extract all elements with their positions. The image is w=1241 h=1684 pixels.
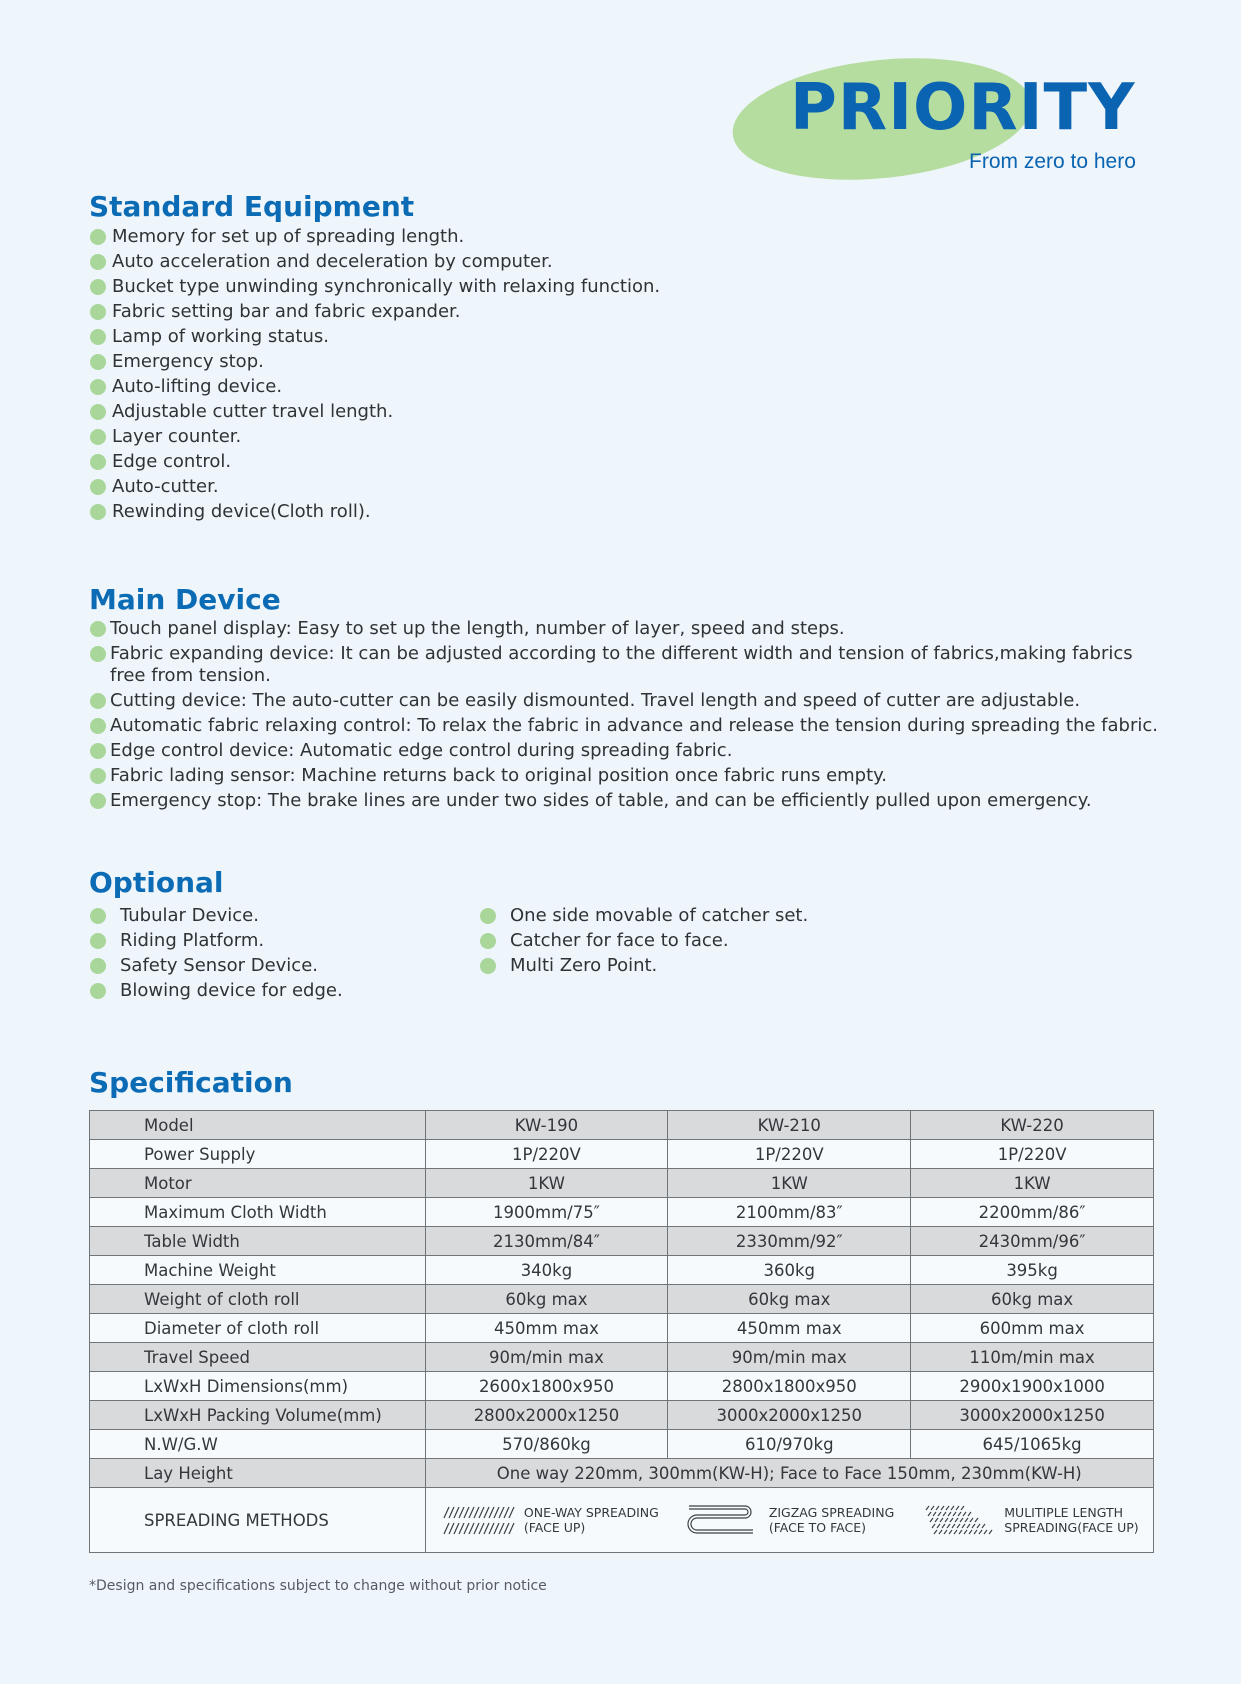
value-cell: 450mm max [668, 1314, 911, 1343]
list-item-text: Auto acceleration and deceleration by computer. [112, 251, 553, 272]
bullet-dot-icon [90, 454, 106, 470]
list-item [89, 499, 660, 524]
row-label-cell: LxWxH Packing Volume(mm) [90, 1401, 426, 1430]
bullet-dot-icon [90, 229, 106, 245]
value-cell: 1900mm/75″ [425, 1198, 668, 1227]
spreading-method [685, 1500, 894, 1540]
bullet-dot-icon [90, 768, 106, 784]
lay-height-value: One way 220mm, 300mm(KW-H); Face to Face 150mm, 230mm(KW-H) [425, 1459, 1153, 1488]
list-item [89, 715, 1169, 737]
list-item-text: One side movable of catcher set. [510, 905, 809, 926]
value-cell: 90m/min max [668, 1343, 911, 1372]
bullet-dot-icon [90, 793, 106, 809]
list-item [89, 249, 660, 274]
value-cell: 2800x1800x950 [668, 1372, 911, 1401]
bullet-dot-icon [90, 718, 106, 734]
list-item-text: Auto-cutter. [112, 476, 219, 497]
list-item-text: Automatic fabric relaxing control: To relax the fabric in advance and release the tension during spreading the fabric. [110, 714, 1158, 736]
standard-equipment-title: Standard Equipment [89, 190, 415, 223]
row-label-cell: SPREADING METHODS [90, 1488, 426, 1553]
value-cell: 90m/min max [425, 1343, 668, 1372]
list-item-text: Safety Sensor Device. [120, 955, 318, 976]
table-row [90, 1140, 1154, 1169]
optional-list-left [89, 903, 343, 1003]
list-item-text: Fabric lading sensor: Machine returns back to original position once fabric runs empty. [110, 764, 887, 786]
row-label-cell: Weight of cloth roll [90, 1285, 426, 1314]
list-item-text: Multi Zero Point. [510, 955, 658, 976]
list-item-text: Memory for set up of spreading length. [112, 226, 465, 247]
value-cell: 1KW [425, 1169, 668, 1198]
bullet-dot-icon [90, 908, 106, 924]
list-item [89, 449, 660, 474]
value-cell: 450mm max [425, 1314, 668, 1343]
value-cell: 340kg [425, 1256, 668, 1285]
value-cell: 1P/220V [911, 1140, 1154, 1169]
list-item [89, 643, 1169, 686]
row-label-cell: Motor [90, 1169, 426, 1198]
row-label-cell: Travel Speed [90, 1343, 426, 1372]
list-item [89, 928, 343, 953]
list-item [89, 474, 660, 499]
bullet-dot-icon [90, 329, 106, 345]
list-item-text: Catcher for face to face. [510, 930, 729, 951]
value-cell: 1P/220V [668, 1140, 911, 1169]
value-cell: 60kg max [911, 1285, 1154, 1314]
value-cell: 395kg [911, 1256, 1154, 1285]
method-line-2: (FACE UP) [523, 1520, 586, 1535]
value-cell: 60kg max [425, 1285, 668, 1314]
row-label-cell: Maximum Cloth Width [90, 1198, 426, 1227]
brand-logo [730, 56, 1150, 186]
row-label-cell: LxWxH Dimensions(mm) [90, 1372, 426, 1401]
main-device-title: Main Device [89, 583, 281, 616]
method-line-1: ONE-WAY SPREADING [523, 1505, 659, 1520]
optional-list-right [479, 903, 808, 978]
value-cell: 2200mm/86″ [911, 1198, 1154, 1227]
bullet-dot-icon [90, 279, 106, 295]
list-item-text: Rewinding device(Cloth roll). [112, 501, 371, 522]
zigzag-spreading-icon [685, 1500, 761, 1540]
value-cell: 110m/min max [911, 1343, 1154, 1372]
specification-table [89, 1110, 1154, 1553]
list-item [89, 349, 660, 374]
list-item [89, 790, 1169, 812]
table-row [90, 1285, 1154, 1314]
list-item [89, 299, 660, 324]
list-item [89, 424, 660, 449]
list-item-text: Fabric setting bar and fabric expander. [112, 301, 461, 322]
method-line-1: MULITIPLE LENGTH [1004, 1505, 1124, 1520]
method-line-1: ZIGZAG SPREADING [768, 1505, 895, 1520]
bullet-dot-icon [90, 693, 106, 709]
list-item-text: Emergency stop: The brake lines are under two sides of table, and can be efficiently pulled upon emergency. [110, 789, 1092, 811]
table-row [90, 1401, 1154, 1430]
list-item-text: Riding Platform. [120, 930, 265, 951]
list-item-text: Emergency stop. [112, 351, 264, 372]
value-cell: KW-210 [668, 1111, 911, 1140]
lay-height-row [90, 1459, 1154, 1488]
list-item [89, 374, 660, 399]
value-cell: 600mm max [911, 1314, 1154, 1343]
value-cell: 2100mm/83″ [668, 1198, 911, 1227]
row-label-cell: Table Width [90, 1227, 426, 1256]
list-item [89, 399, 660, 424]
brand-name: PRIORITY [790, 71, 1136, 145]
list-item-text: Bucket type unwinding synchronically with relaxing function. [112, 276, 661, 297]
bullet-dot-icon [90, 429, 106, 445]
method-line-2: (FACE TO FACE) [768, 1520, 866, 1535]
value-cell: 1KW [668, 1169, 911, 1198]
bullet-dot-icon [480, 958, 496, 974]
table-row [90, 1430, 1154, 1459]
bullet-dot-icon [90, 621, 106, 637]
list-item [479, 903, 808, 928]
row-label-cell: Diameter of cloth roll [90, 1314, 426, 1343]
list-item [89, 765, 1169, 787]
value-cell: 3000x2000x1250 [911, 1401, 1154, 1430]
bullet-dot-icon [480, 908, 496, 924]
standard-equipment-list [89, 224, 660, 524]
bullet-dot-icon [90, 404, 106, 420]
table-row [90, 1372, 1154, 1401]
spreading-methods-cell [425, 1488, 1153, 1553]
bullet-dot-icon [90, 646, 106, 662]
value-cell: 2130mm/84″ [425, 1227, 668, 1256]
value-cell: KW-190 [425, 1111, 668, 1140]
value-cell: 2900x1900x1000 [911, 1372, 1154, 1401]
brand-tagline: From zero to hero [969, 150, 1136, 173]
list-item-text: Cutting device: The auto-cutter can be easily dismounted. Travel length and speed of cutter are adjustable. [110, 689, 1081, 711]
bullet-dot-icon [90, 479, 106, 495]
bullet-dot-icon [90, 504, 106, 520]
value-cell: 2330mm/92″ [668, 1227, 911, 1256]
value-cell: 360kg [668, 1256, 911, 1285]
bullet-dot-icon [90, 254, 106, 270]
bullet-dot-icon [90, 379, 106, 395]
list-item-text: Tubular Device. [120, 905, 259, 926]
list-item [89, 324, 660, 349]
list-item [479, 928, 808, 953]
row-label-cell: Power Supply [90, 1140, 426, 1169]
table-row [90, 1343, 1154, 1372]
list-item [89, 903, 343, 928]
footnote: *Design and specifications subject to change without prior notice [89, 1578, 547, 1594]
table-row [90, 1111, 1154, 1140]
bullet-dot-icon [480, 933, 496, 949]
bullet-dot-icon [90, 354, 106, 370]
table-row [90, 1169, 1154, 1198]
multiple-length-spreading-icon [920, 1500, 996, 1540]
list-item-text: Edge control device: Automatic edge control during spreading fabric. [110, 739, 733, 761]
spreading-method [920, 1500, 1138, 1540]
value-cell: 3000x2000x1250 [668, 1401, 911, 1430]
list-item-text: Fabric expanding device: It can be adjusted according to the different width and tension of fabrics,making fabrics free from tension. [110, 643, 1133, 686]
row-label-cell: N.W/G.W [90, 1430, 426, 1459]
value-cell: 2430mm/96″ [911, 1227, 1154, 1256]
value-cell: 2800x2000x1250 [425, 1401, 668, 1430]
list-item-text: Auto-lifting device. [112, 376, 283, 397]
list-item [89, 978, 343, 1003]
value-cell: KW-220 [911, 1111, 1154, 1140]
bullet-dot-icon [90, 933, 106, 949]
row-label-cell: Machine Weight [90, 1256, 426, 1285]
one-way-spreading-icon [440, 1500, 516, 1540]
value-cell: 1P/220V [425, 1140, 668, 1169]
value-cell: 1KW [911, 1169, 1154, 1198]
value-cell: 60kg max [668, 1285, 911, 1314]
spreading-method-label [524, 1505, 659, 1535]
list-item [89, 618, 1169, 640]
list-item [89, 224, 660, 249]
value-cell: 570/860kg [425, 1430, 668, 1459]
row-label-cell: Model [90, 1111, 426, 1140]
main-device-list [89, 618, 1169, 815]
spreading-method-label [769, 1505, 894, 1535]
row-label-cell: Lay Height [90, 1459, 426, 1488]
method-line-2: SPREADING(FACE UP) [1004, 1520, 1139, 1535]
spreading-method-label [1004, 1505, 1138, 1535]
table-row [90, 1256, 1154, 1285]
specification-title: Specification [89, 1066, 293, 1099]
list-item-text: Edge control. [112, 451, 232, 472]
list-item [89, 690, 1169, 712]
list-item-text: Lamp of working status. [112, 326, 329, 347]
spreading-method [440, 1500, 659, 1540]
list-item-text: Blowing device for edge. [120, 980, 343, 1001]
list-item-text: Layer counter. [112, 426, 242, 447]
list-item-text: Touch panel display: Easy to set up the length, number of layer, speed and steps. [110, 618, 845, 639]
bullet-dot-icon [90, 304, 106, 320]
bullet-dot-icon [90, 743, 106, 759]
bullet-dot-icon [90, 983, 106, 999]
list-item-text: Adjustable cutter travel length. [112, 401, 394, 422]
table-row [90, 1314, 1154, 1343]
table-row [90, 1227, 1154, 1256]
table-row [90, 1198, 1154, 1227]
value-cell: 645/1065kg [911, 1430, 1154, 1459]
bullet-dot-icon [90, 958, 106, 974]
optional-title: Optional [89, 866, 224, 899]
list-item [89, 740, 1169, 762]
list-item [89, 953, 343, 978]
value-cell: 610/970kg [668, 1430, 911, 1459]
spreading-methods-row [90, 1488, 1154, 1553]
list-item [89, 274, 660, 299]
list-item [479, 953, 808, 978]
value-cell: 2600x1800x950 [425, 1372, 668, 1401]
